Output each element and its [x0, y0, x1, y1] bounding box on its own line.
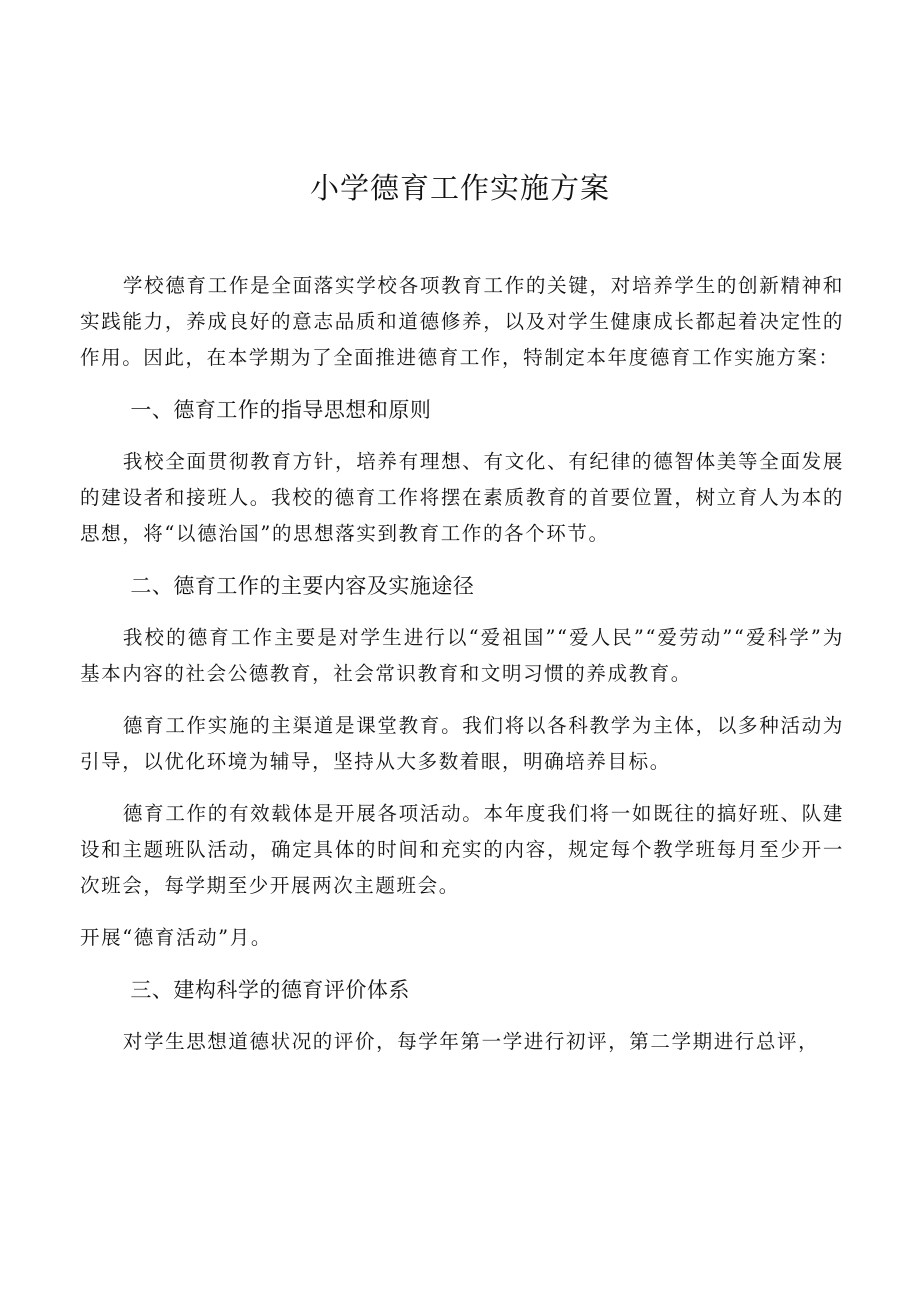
section-2-paragraph-2: 德育工作实施的主渠道是课堂教育。我们将以各科教学为主体，以多种活动为引导，以优化环境为辅导，坚持从大多数着眼，明确培养目标。 [80, 714, 844, 773]
section-3-paragraph-1: 对学生思想道德状况的评价，每学年第一学进行初评，第二学期进行总评， [122, 1030, 820, 1053]
section-2-heading: 二、德育工作的主要内容及实施途径 [130, 574, 475, 598]
intro-paragraph: 学校德育工作是全面落实学校各项教育工作的关键，对培养学生的创新精神和实践能力，养成良好的意志品质和道德修养，以及对学生健康成长都起着决定性的作用。因此，在本学期为了全面推进德育工作，特制定本年度德育工作实施方案： [80, 274, 844, 369]
document-title: 小学德育工作实施方案 [309, 171, 610, 205]
document-body [80, 268, 844, 1076]
section-2-paragraph-3: 德育工作的有效载体是开展各项活动。本年度我们将一如既往的搞好班、队建设和主题班队活动，确定具体的时间和充实的内容，规定每个教学班每月至少开一次班会，每学期至少开展两次主题班会。 [80, 802, 844, 897]
section-1-heading: 一、德育工作的指导思想和原则 [130, 398, 432, 422]
section-1-paragraph-1: 我校全面贯彻教育方针，培养有理想、有文化、有纪律的德智体美等全面发展的建设者和接班人。我校的德育工作将摆在素质教育的首要位置，树立育人为本的思想，将“以德治国”的思想落实到教育工作的各个环节。 [80, 450, 844, 545]
section-2-paragraph-4: 开展“德育活动”月。 [80, 926, 272, 949]
section-3-heading: 三、建构科学的德育评价体系 [130, 978, 410, 1002]
section-2-paragraph-1: 我校的德育工作主要是对学生进行以“爱祖国”“爱人民”“爱劳动”“爱科学”为基本内容的社会公德教育，社会常识教育和文明习惯的养成教育。 [80, 626, 844, 685]
